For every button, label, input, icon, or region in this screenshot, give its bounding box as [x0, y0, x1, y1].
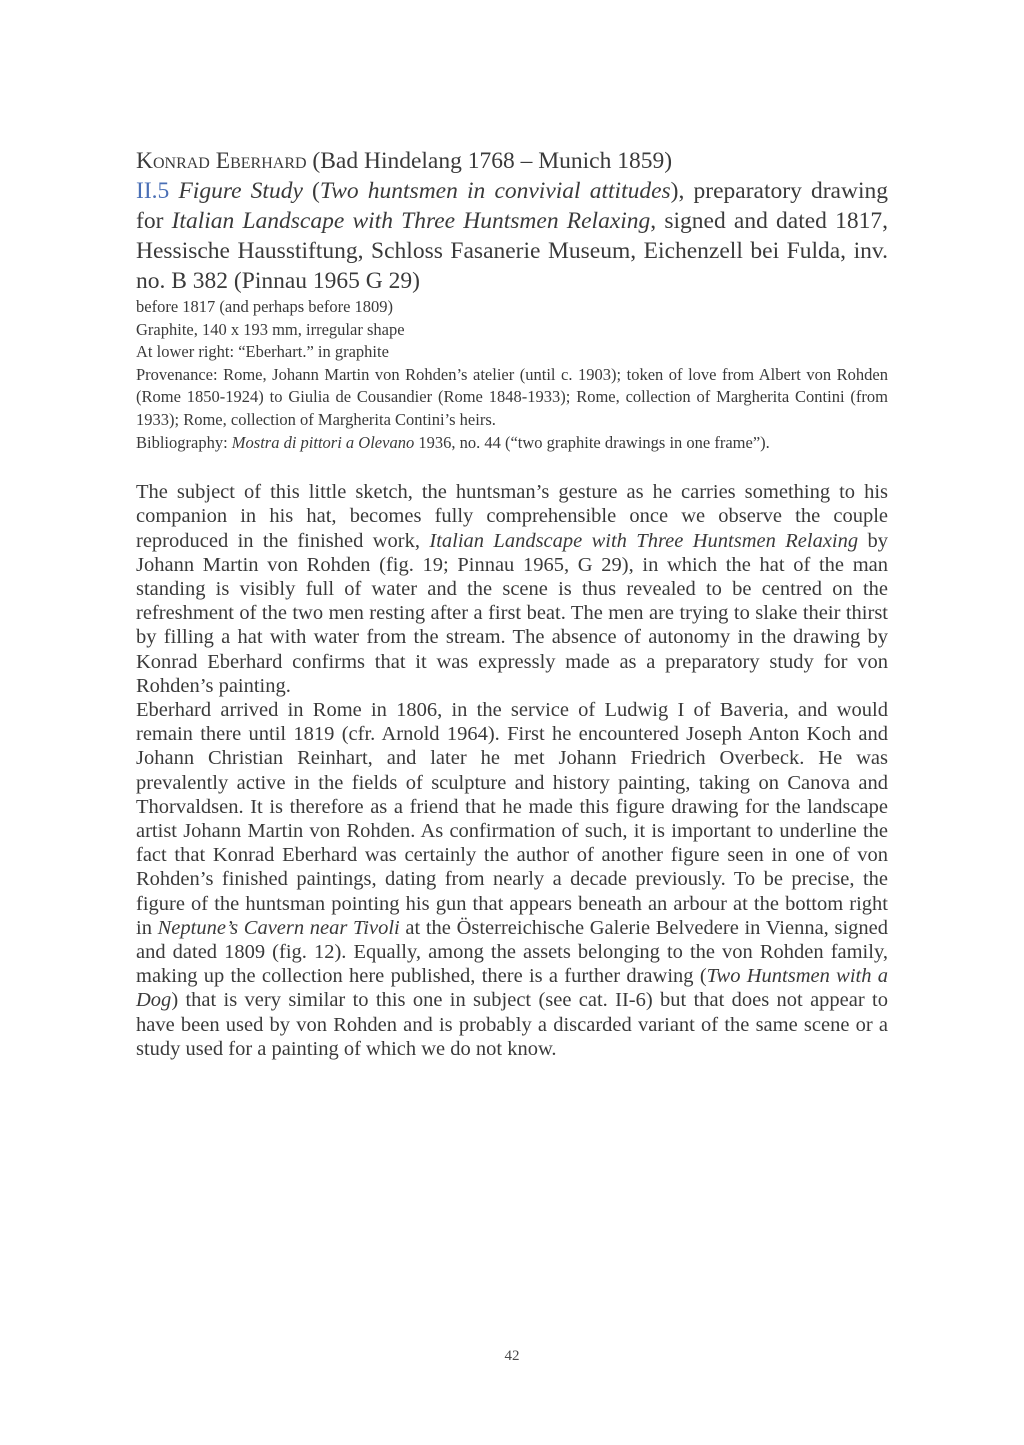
italic-title-run: Two huntsmen in convivial attitudes [319, 178, 671, 204]
entry-metadata [136, 296, 888, 454]
italic-title-run: Neptune’s Cavern near Tivoli [157, 916, 400, 939]
artist-line [136, 146, 888, 176]
text-run: by Johann Martin von Rohden (fig. 19; Pinnau 1965, G 29), in which the hat of the man standing is visibly full of water and the scene is thus revealed to be centred on the refreshment of the two men resting after a first beat. The men are trying to slake their thirst by filling a hat with water from the stream. The absence of autonomy in the drawing by Konrad Eberhard confirms that it was expressly made as a preparatory study for von Rohden’s painting. [136, 529, 888, 697]
italic-title-run: Italian Landscape with Three Huntsmen Relaxing [429, 529, 859, 552]
text-run: 1936, no. 44 (“two graphite drawings in one frame”). [414, 432, 770, 452]
text-run: The subject of this little sketch, the huntsman’s gesture as he carries something to his companion in his hat, becomes fully comprehensible once we observe the couple reproduced in the finished work, [136, 481, 888, 552]
essay-body [136, 480, 888, 1061]
entry-title [136, 176, 888, 296]
italic-title-run: Figure Study [178, 178, 303, 204]
entry-heading [136, 146, 888, 296]
text-run: , signed and dated 1817, Hessische Hausstiftung, Schloss Fasanerie Museum, Eichenzell bei Fulda, inv. no. B 382 (Pinnau 1965 G 29) [136, 208, 888, 294]
catalogue-number: II.5 [136, 178, 170, 204]
provenance-paragraph: Provenance: Rome, Johann Martin von Rohden’s atelier (until c. 1903); token of love from Albert von Rohden (Rome 1850-1924) to Giulia de Cousandier (Rome 1848-1933); Rome, collection of Margherita Contini (from 1933); Rome, collection of Margherita Contini’s heirs. [136, 364, 888, 429]
medium-line: Graphite, 140 x 193 mm, irregular shape [136, 319, 405, 339]
date-line: before 1817 (and perhaps before 1809) [136, 297, 394, 316]
essay-paragraph [136, 480, 888, 698]
text-run: Bibliography: [136, 432, 232, 452]
italic-title-run: Mostra di pittori a Olevano [231, 432, 415, 452]
italic-title-run: Two Huntsmen with a Dog [136, 965, 889, 1012]
artist-name: Konrad Eberhard [136, 148, 307, 174]
text-run: ), preparatory drawing for [136, 178, 888, 234]
essay-paragraph [136, 698, 888, 1061]
italic-title-run: Italian Landscape with Three Huntsmen Relaxing [171, 208, 651, 234]
bibliography-paragraph [136, 432, 888, 455]
inscription-line: At lower right: “Eberhart.” in graphite [136, 342, 389, 362]
artist-life-dates: (Bad Hindelang 1768 – Munich 1859) [306, 148, 673, 174]
text-run: Eberhard arrived in Rome in 1806, in the service of Ludwig I of Baveria, and would remain there until 1819 (cfr. Arnold 1964). First he encountered Joseph Anton Koch and Johann Christian Reinhart, and later he met Johann Friedrich Overbeck. He was prevalently active in the fields of sculpture and history painting, taking on Canova and Thorvaldsen. It is therefore as a friend that he made this figure drawing for the landscape artist Johann Martin von Rohden. As confirmation of such, it is important to underline the fact that Konrad Eberhard was certainly the author of another figure seen in one of von Rohden’s finished paintings, dating from nearly a decade previously. To be precise, the figure of the huntsman pointing his gun that appears beneath an arbour at the bottom right in [136, 698, 888, 939]
catalogue-entry [136, 146, 888, 1061]
page-number: 42 [504, 1348, 520, 1364]
text-run: ( [302, 178, 320, 204]
text-run: ) that is very similar to this one in subject (see cat. II-6) but that does not appear to have been used by von Rohden and is probably a discarded variant of the same scene or a study used for a painting of which we do not know. [136, 989, 888, 1060]
title-segments [136, 178, 888, 294]
text-run: at the Österreichische Galerie Belvedere in Vienna, signed and dated 1809 (fig. 12). Equally, among the assets belonging to the von Rohden family, making up the collection here published, there is a further drawing ( [136, 916, 888, 988]
